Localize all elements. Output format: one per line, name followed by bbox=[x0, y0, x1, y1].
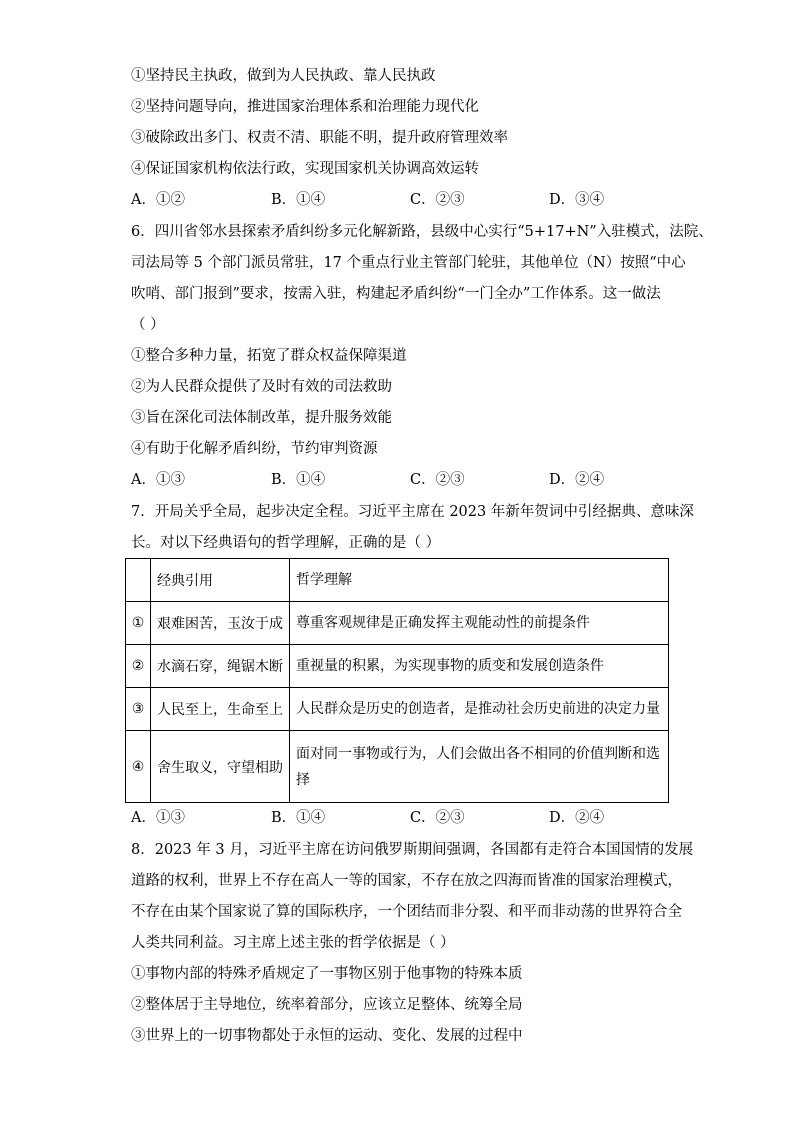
q7-quote-table bbox=[125, 558, 669, 803]
row-meaning: 尊重客观规律是正确发挥主观能动性的前提条件 bbox=[290, 602, 669, 645]
table-row bbox=[126, 645, 669, 688]
q8-stem-line-3: 不存在由某个国家说了算的国际秩序，一个团结而非分裂、和平而非动荡的世界符合全 bbox=[131, 904, 682, 920]
q6-choice-a[interactable]: A．①③ bbox=[131, 472, 185, 488]
table-header-meaning: 哲学理解 bbox=[290, 559, 669, 602]
q7-choice-a[interactable]: A．①③ bbox=[131, 810, 185, 826]
table-header-row bbox=[126, 559, 669, 602]
row-number: ③ bbox=[126, 688, 151, 731]
q8-stem-line-1: 8．2023 年 3 月，习近平主席在访问俄罗斯期间强调，各国都有走符合本国国情的发展 bbox=[131, 842, 694, 858]
q7-stem-line-2: 长。对以下经典语句的哲学理解，正确的是（ ） bbox=[131, 535, 441, 551]
q5-choices bbox=[131, 190, 671, 210]
row-quote: 艰难困苦，玉汝于成 bbox=[151, 602, 290, 645]
q6-choice-b[interactable]: B．①④ bbox=[271, 472, 326, 488]
q6-statement-4: ④有助于化解矛盾纠纷，节约审判资源 bbox=[131, 441, 378, 457]
row-quote: 人民至上，生命至上 bbox=[151, 688, 290, 731]
q6-choice-d[interactable]: D．②④ bbox=[549, 472, 605, 488]
q6-stem-line-2: 司法局等 5 个部门派员常驻，17 个重点行业主管部门轮驻，其他单位（N）按照“中心 bbox=[131, 255, 686, 271]
row-number: ① bbox=[126, 602, 151, 645]
row-meaning: 重视量的积累，为实现事物的质变和发展创造条件 bbox=[290, 645, 669, 688]
q8-statement-3: ③世界上的一切事物都处于永恒的运动、变化、发展的过程中 bbox=[131, 1028, 523, 1044]
table-row bbox=[126, 602, 669, 645]
table-header-quote: 经典引用 bbox=[151, 559, 290, 602]
row-quote: 舍生取义，守望相助 bbox=[151, 731, 290, 803]
q5-choice-b[interactable]: B．①④ bbox=[271, 192, 326, 208]
table-row bbox=[126, 688, 669, 731]
q5-statement-1: ①坚持民主执政，做到为人民执政、靠人民执政 bbox=[131, 68, 436, 84]
q6-choice-c[interactable]: C．②③ bbox=[410, 472, 465, 488]
q7-choice-c[interactable]: C．②③ bbox=[410, 810, 465, 826]
q6-statement-2: ②为人民群众提供了及时有效的司法救助 bbox=[131, 379, 392, 395]
q6-choices bbox=[131, 470, 671, 490]
q5-choice-a[interactable]: A．①② bbox=[131, 192, 185, 208]
row-quote: 水滴石穿，绳锯木断 bbox=[151, 645, 290, 688]
q5-choice-c[interactable]: C．②③ bbox=[410, 192, 465, 208]
q6-stem-line-4: （ ） bbox=[131, 317, 165, 333]
row-number: ② bbox=[126, 645, 151, 688]
q7-choice-b[interactable]: B．①④ bbox=[271, 810, 326, 826]
table-header-num bbox=[126, 559, 151, 602]
q6-stem-line-1: 6．四川省邻水县探索矛盾纠纷多元化解新路，县级中心实行“5+17+N”入驻模式，法院、 bbox=[131, 224, 713, 240]
row-number: ④ bbox=[126, 731, 151, 803]
q8-statement-2: ②整体居于主导地位，统率着部分，应该立足整体、统筹全局 bbox=[131, 997, 523, 1013]
q8-stem-line-2: 道路的权利，世界上不存在高人一等的国家，不存在放之四海而皆准的国家治理模式， bbox=[131, 873, 682, 889]
q6-stem-line-3: 吹哨、部门报到”要求，按需入驻，构建起矛盾纠纷“一门全办”工作体系。这一做法 bbox=[131, 286, 661, 302]
q5-choice-d[interactable]: D．③④ bbox=[549, 192, 605, 208]
q5-statement-2: ②坚持问题导向，推进国家治理体系和治理能力现代化 bbox=[131, 99, 479, 115]
q5-statement-3: ③破除政出多门、权责不清、职能不明，提升政府管理效率 bbox=[131, 130, 508, 146]
q8-stem-line-4: 人类共同利益。习主席上述主张的哲学依据是（ ） bbox=[131, 935, 455, 951]
row-meaning: 面对同一事物或行为，人们会做出各不相同的价值判断和选择 bbox=[290, 731, 669, 803]
q6-statement-3: ③旨在深化司法体制改革，提升服务效能 bbox=[131, 410, 392, 426]
q6-statement-1: ①整合多种力量，拓宽了群众权益保障渠道 bbox=[131, 348, 407, 364]
q8-statement-1: ①事物内部的特殊矛盾规定了一事物区别于他事物的特殊本质 bbox=[131, 966, 523, 982]
q5-statement-4: ④保证国家机构依法行政，实现国家机关协调高效运转 bbox=[131, 161, 479, 177]
table-row bbox=[126, 731, 669, 803]
row-meaning: 人民群众是历史的创造者，是推动社会历史前进的决定力量 bbox=[290, 688, 669, 731]
q7-choices bbox=[131, 808, 671, 828]
q7-choice-d[interactable]: D．②④ bbox=[549, 810, 605, 826]
q7-stem-line-1: 7．开局关乎全局，起步决定全程。习近平主席在 2023 年新年贺词中引经据典、意味深 bbox=[131, 504, 694, 520]
